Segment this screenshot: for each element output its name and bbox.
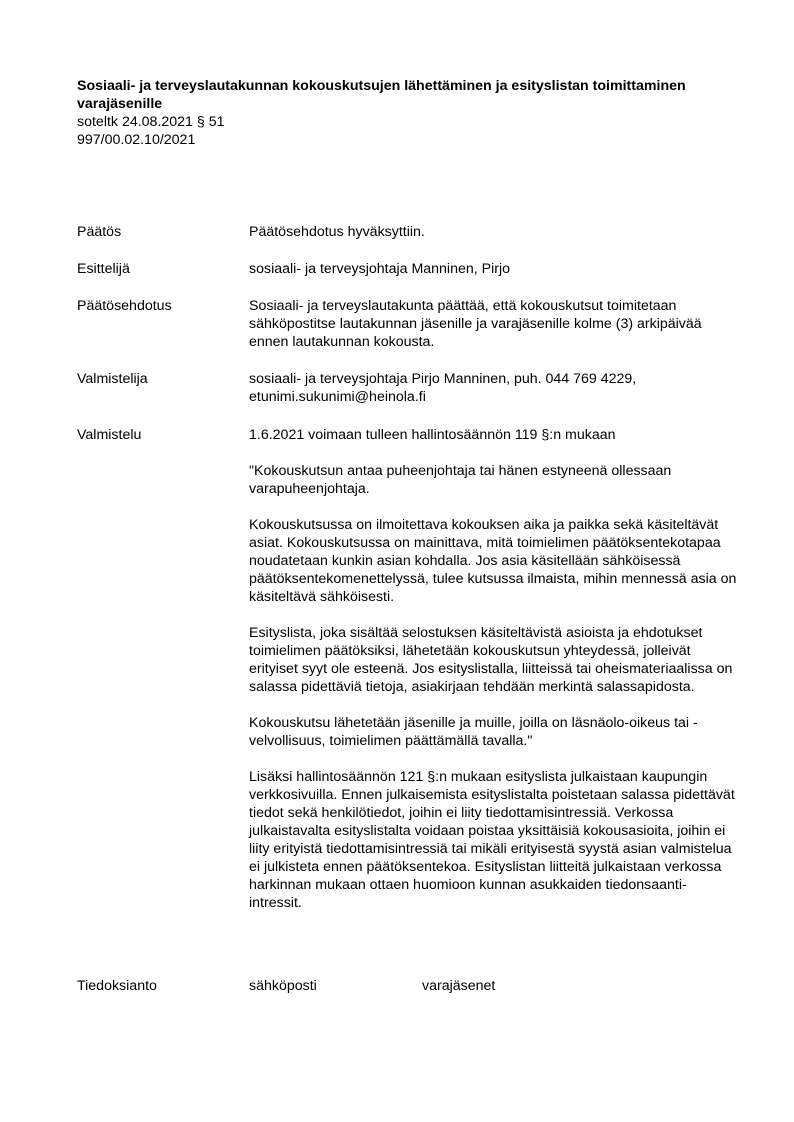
section-text: sosiaali- ja terveysjohtaja Pirjo Manninen, puh. 044 769 4229, etunimi.sukunimi@heinola.fi [249, 371, 637, 405]
section-label: Valmistelija [77, 371, 148, 387]
section-body [249, 426, 737, 912]
section-text: sosiaali- ja terveysjohtaja Manninen, Pirjo [249, 261, 511, 277]
section-label: Päätös [77, 224, 122, 240]
document-header [77, 77, 737, 149]
paragraph: Kokouskutsussa on ilmoitettava kokouksen aika ja paikka sekä käsiteltävät asiat. Kokouskutsussa on mainittava, mitä toimielimen päätöksentekotapaa noudatetaan kunkin asian kohdalla. Jos asia käsitellään sähköisessä päätöksentekomenettelyssä, tulee kutsussa ilmaista, mihin mennessä asia on käsiteltävä sähköisesti. [249, 517, 737, 605]
section-label: Tiedoksianto [77, 978, 157, 994]
meeting-reference: soteltk 24.08.2021 § 51 [77, 114, 225, 130]
section-text: Sosiaali- ja terveyslautakunta päättää, että kokouskutsut toimitetaan sähköpostitse lautakunnan jäsenille ja varajäsenille kolme (3) arkipäivää ennen lautakunnan kokousta. [249, 298, 702, 350]
paragraph: "Kokouskutsun antaa puheenjohtaja tai hänen estyneenä ollessaan varapuheenjohtaja. [249, 463, 672, 497]
notification-method: sähköposti [249, 978, 317, 994]
section-body [249, 977, 737, 995]
section-label: Esittelijä [77, 261, 130, 277]
paragraph: Lisäksi hallintosäännön 121 §:n mukaan esityslista julkaistaan kaupungin verkkosivuilla. Ennen julkaisemista esityslistalta poistetaan salassa pidettävät tiedot sekä henkilötiedot, joihin ei liity tiedottamisintressiä. Verkossa julkaistavalta esityslistalta voidaan poistaa yksittäisiä kokousasioita, joihin ei liity erityistä tiedottamisintressiä tai mikäli erityisestä syystä asian valmistelua ei julkisteta ennen päätöksentekoa. Esityslistan liitteitä julkaistaan verkossa harkinnan mukaan ottaen huomioon kunnan asukkaiden tiedonsaanti-intressit. [249, 769, 735, 911]
section-label: Valmistelu [77, 427, 142, 443]
section-text: Päätösehdotus hyväksyttiin. [249, 224, 425, 240]
record-id: 997/00.02.10/2021 [77, 132, 196, 148]
paragraph: Esityslista, joka sisältää selostuksen käsiteltävistä asioista ja ehdotukset toimielimen päätöksiksi, lähetetään kokouskutsun yhteydessä, jolleivät erityiset syyt ole esteenä. Jos esityslistalla, liitteissä tai oheismateriaalissa on salassa pidettäviä tietoja, asiakirjaan tehdään merkintä salassapidosta. [249, 625, 733, 695]
paragraph: 1.6.2021 voimaan tulleen hallintosäännön 119 §:n mukaan [249, 427, 616, 443]
paragraph: Kokouskutsu lähetetään jäsenille ja muille, joilla on läsnäolo-oikeus tai -velvollisuus, toimielimen päättämällä tavalla." [249, 715, 698, 749]
section-label: Päätösehdotus [77, 298, 172, 314]
notification-recipient: varajäsenet [422, 978, 496, 994]
page-title: Sosiaali- ja terveyslautakunnan kokouskutsujen lähettäminen ja esityslistan toimittaminen varajäsenille [77, 78, 686, 112]
